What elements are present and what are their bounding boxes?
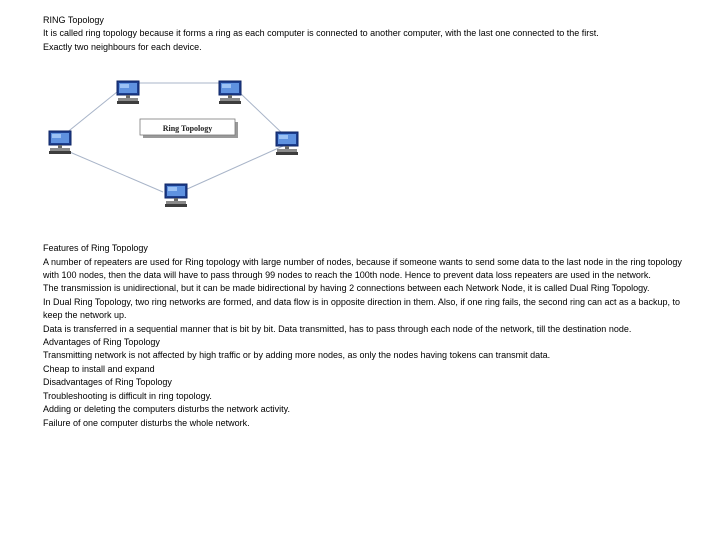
computer-node-5	[165, 184, 187, 207]
disadvantages-heading: Disadvantages of Ring Topology	[43, 377, 172, 388]
link-bottom-left	[65, 150, 163, 192]
advantage-item-2: Cheap to install and expand	[43, 363, 155, 374]
ring-topology-diagram	[43, 56, 683, 238]
link-bottom-right	[185, 146, 283, 190]
link-top-right	[239, 92, 283, 134]
advantages-heading: Advantages of Ring Topology	[43, 337, 160, 348]
link-top-left	[65, 92, 117, 134]
features-paragraph-1: A number of repeaters are used for Ring topology with large number of nodes, because if someone wants to send some data to the last node in the ring topology with 100 nodes, then the data will have to pass through 99 nodes to reach the 100th node. Hence to prevent data loss repeaters are used in the network.	[43, 256, 682, 281]
computer-node-4	[276, 132, 298, 155]
page-title: RING Topology	[43, 15, 104, 25]
features-paragraph-2: The transmission is unidirectional, but it can be made bidirectional by having 2 connections between each Network Node, it is called Dual Ring Topology.	[43, 283, 650, 294]
intro-line-2: Exactly two neighbours for each device.	[43, 41, 202, 52]
document-body	[43, 14, 683, 430]
features-heading: Features of Ring Topology	[43, 243, 148, 254]
computer-node-3	[49, 131, 71, 154]
computer-node-1	[117, 81, 139, 104]
disadvantage-item-3: Failure of one computer disturbs the whole network.	[43, 417, 250, 428]
computer-node-2	[219, 81, 241, 104]
diagram-label: Ring Topology	[162, 124, 213, 134]
disadvantage-item-2: Adding or deleting the computers disturbs the network activity.	[43, 404, 290, 415]
intro-line-1: It is called ring topology because it forms a ring as each computer is connected to another computer, with the last one connected to the first.	[43, 28, 599, 39]
features-paragraph-3: In Dual Ring Topology, two ring networks are formed, and data flow is in opposite direction in them. Also, if one ring fails, the second ring can act as a backup, to keep the network up.	[43, 296, 681, 321]
advantage-item-1: Transmitting network is not affected by high traffic or by adding more nodes, as only the nodes having tokens can transmit data.	[43, 350, 551, 361]
disadvantage-item-1: Troubleshooting is difficult in ring topology.	[43, 390, 212, 401]
features-paragraph-4: Data is transferred in a sequential manner that is bit by bit. Data transmitted, has to pass through each node of the network, till the destination node.	[43, 323, 632, 334]
